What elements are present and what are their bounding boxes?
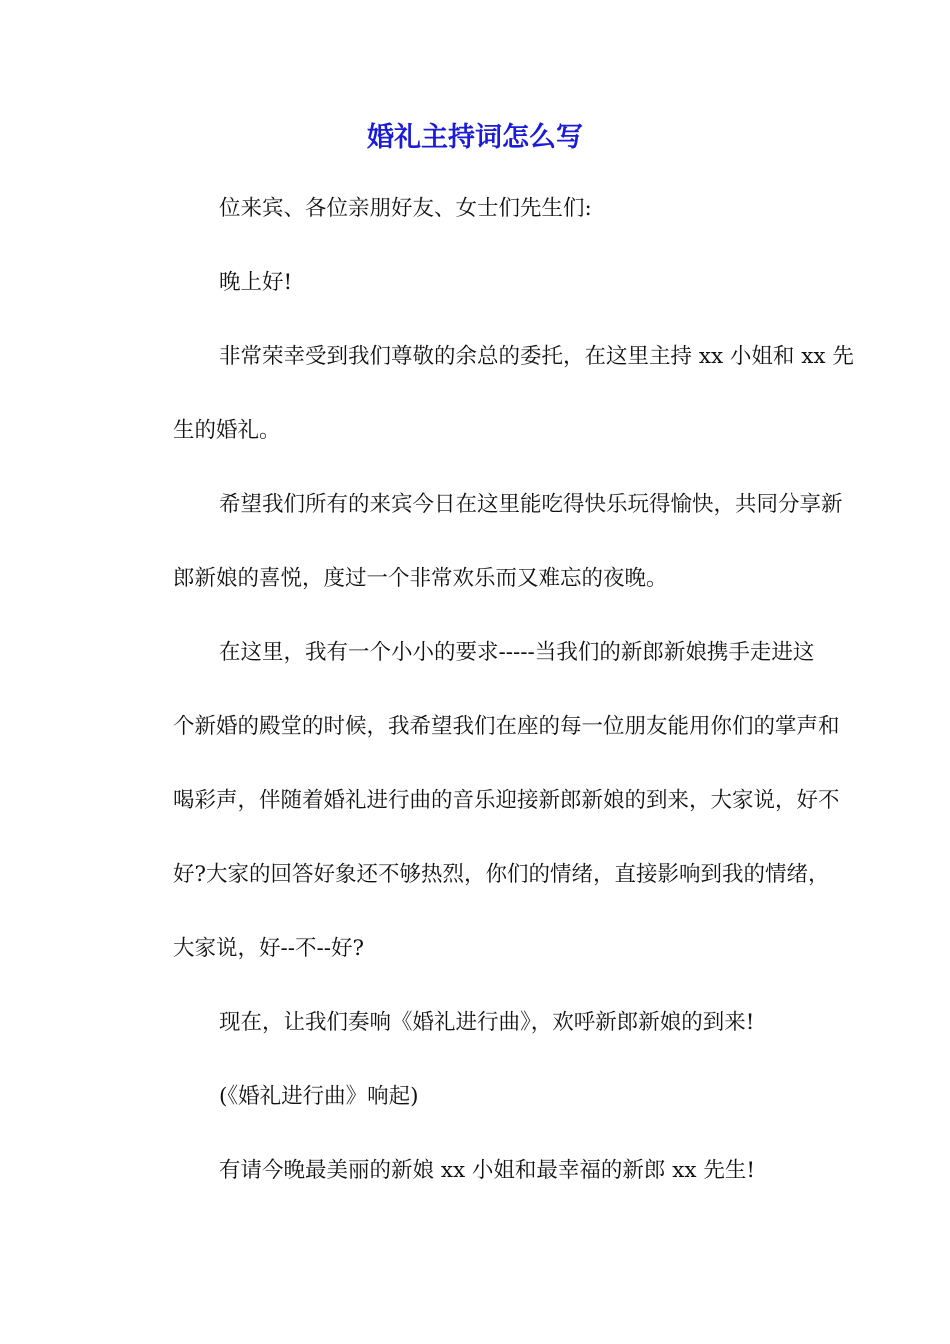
paragraph-line: 有请今晚最美丽的新娘 xx 小姐和最幸福的新郎 xx 先生! (219, 1158, 755, 1183)
paragraph-line: 希望我们所有的来宾今日在这里能吃得快乐玩得愉快，共同分享新 (219, 492, 843, 517)
paragraph-line: 好?大家的回答好象还不够热烈，你们的情绪，直接影响到我的情绪， (173, 862, 830, 887)
paragraph-greeting-guests (127, 172, 827, 246)
paragraph-line: 个新婚的殿堂的时候，我希望我们在座的每一位朋友能用你们的掌声和 (173, 714, 840, 739)
paragraph-hope-guests (127, 468, 843, 616)
paragraph-line: 现在，让我们奏响《婚礼进行曲》，欢呼新郎新娘的到来! (219, 1010, 755, 1035)
paragraph-good-evening (127, 246, 827, 320)
page-title: 婚礼主持词怎么写 (367, 122, 583, 153)
paragraph-line: 喝彩声，伴随着婚礼进行曲的音乐迎接新郎新娘的到来，大家说，好不 (173, 788, 840, 813)
paragraph-line: 大家说，好--不--好? (173, 936, 365, 961)
paragraph-line: 郎新娘的喜悦，度过一个非常欢乐而又难忘的夜晚。 (173, 566, 668, 591)
paragraph-line: 在这里，我有一个小小的要求-----当我们的新郎新娘携手走进这 (219, 640, 815, 665)
paragraph-honored-host (127, 320, 854, 468)
paragraph-line: 非常荣幸受到我们尊敬的余总的委托，在这里主持 xx 小姐和 xx 先 (219, 344, 854, 369)
paragraph-wedding-march (127, 986, 827, 1060)
paragraph-request-applause (127, 616, 840, 986)
paragraph-stage-direction (127, 1060, 827, 1134)
paragraph-line: (《婚礼进行曲》响起) (219, 1084, 419, 1109)
paragraph-line: 位来宾、各位亲朋好友、女士们先生们: (219, 196, 592, 221)
paragraph-line: 晚上好! (219, 270, 293, 295)
paragraph-invite-couple (127, 1134, 827, 1208)
paragraph-line: 生的婚礼。 (173, 418, 281, 443)
